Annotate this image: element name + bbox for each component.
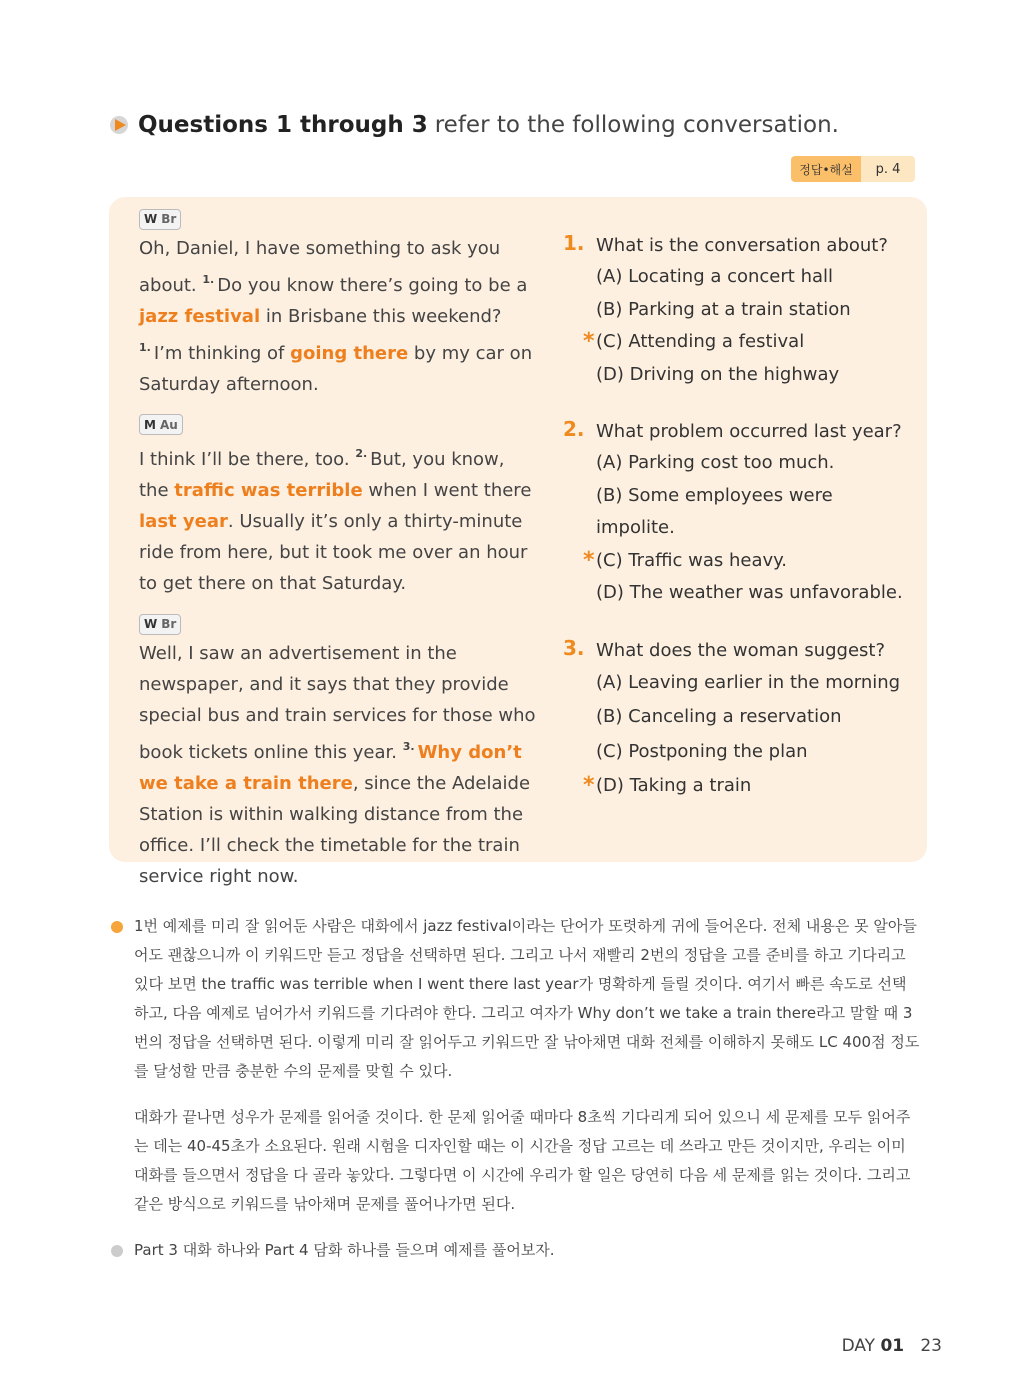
turn-text: Well, I saw an advertisement in the newspaper, and it says that they provide special bus and train services for those who book tickets online this year. $^{3.}$ Why don’t we take a train there, since the Adelaide Station is within walking distance from the office. I’ll check the timetable for the train service right now. (139, 642, 536, 887)
speaker-tag: W Br (139, 614, 181, 635)
bullet-icon (111, 921, 123, 933)
answer-option: (B) Parking at a train station (596, 298, 851, 320)
question-number: 3. (563, 635, 585, 660)
question-2 (563, 417, 913, 610)
speaker-tag: W Br (139, 209, 181, 230)
turn-text: I think I’ll be there, too. $^{2.}$ But, you know, the traffic was terrible when I went there last year. Usually it’s only a thirty-minute ride from here, but it took me over an hour to get there on that Saturday. (139, 447, 532, 594)
section-header (110, 112, 839, 138)
answer-reference-badge (791, 156, 915, 182)
turn-1 (139, 208, 539, 400)
bullet-icon (111, 1245, 123, 1257)
answer-ref-label: 정답•해설 (791, 156, 861, 182)
answer-option: (D) Driving on the highway (596, 363, 840, 385)
question-text: What is the conversation about? (596, 235, 888, 256)
page-number: 23 (920, 1336, 942, 1356)
speaker-tag: M Au (139, 414, 183, 435)
explanation-notes (110, 912, 920, 1282)
question-3 (563, 636, 913, 804)
turn-3 (139, 613, 539, 892)
turn-2 (139, 414, 539, 600)
answer-option: (A) Leaving earlier in the morning (596, 671, 901, 693)
answer-option-correct: * (C) Attending a festival (596, 326, 913, 359)
answer-option: (A) Locating a concert hall (596, 266, 834, 287)
answer-option-correct: * (C) Traffic was heavy. (596, 545, 913, 578)
header-title: Questions 1 through 3 (138, 112, 428, 138)
play-icon (110, 116, 128, 134)
note-paragraph: 1번 예제를 미리 잘 읽어둔 사람은 대화에서 jazz festival이라는 단어가 또렷하게 귀에 들어온다. 전체 내용은 못 알아들어도 괜찮으니까 이 키워드만 듣고 정답을 선택하면 된다. 그리고 나서 재빨리 2번의 정답을 고를 준비를 하고 기다리고 있다 보면 the traffic was terrible when I went there last year가 명확하게 들릴 것이다. 여기서 빠른 속도로 선택하고, 다음 예제로 넘어가서 키워드를 기다려야 한다. 그리고 여자가 Why don’t we take a train there라고 말할 때 3번의 정답을 선택하면 된다. 이렇게 미리 잘 읽어두고 키워드만 잘 낚아채면 대화 전체를 이해하지 못해도 LC 400점 정도를 달성할 만큼 충분한 수의 문제를 맞힐 수 있다. (110, 912, 920, 1086)
question-number: 2. (563, 417, 585, 441)
answer-option: (B) Canceling a reservation (596, 706, 842, 727)
page-footer (842, 1336, 942, 1356)
questions-column (563, 231, 913, 830)
answer-option: (A) Parking cost too much. (596, 452, 835, 473)
question-text: What problem occurred last year? (596, 421, 902, 442)
conversation-transcript (139, 208, 539, 906)
turn-text: Oh, Daniel, I have something to ask you about. $^{1.}$ Do you know there’s going to be a jazz festival in Brisbane this weekend? $^{1.}$ I’m thinking of going there by my car on Saturday afternoon. (139, 237, 533, 395)
answer-option: (D) The weather was unfavorable. (596, 582, 903, 603)
answer-option: (C) Postponing the plan (596, 740, 808, 762)
question-number: 1. (563, 231, 585, 255)
header-subtitle: refer to the following conversation. (434, 112, 839, 138)
day-number: 01 (880, 1336, 905, 1356)
answer-ref-page: p. 4 (861, 156, 915, 182)
note-paragraph: Part 3 대화 하나와 Part 4 담화 하나를 들으며 예제를 풀어보자. (110, 1236, 920, 1265)
day-label: DAY (841, 1336, 876, 1356)
answer-option-correct: * (D) Taking a train (596, 769, 913, 804)
note-paragraph: 대화가 끝나면 성우가 문제를 읽어줄 것이다. 한 문제 읽어줄 때마다 8초씩 기다리게 되어 있으니 세 문제를 모두 읽어주는 데는 40-45초가 소요된다. 원래 시험을 디자인할 때는 이 시간을 정답 고르는 데 쓰라고 만든 것이지만, 우리는 이미 대화를 들으면서 정답을 다 골라 놓았다. 그렇다면 이 시간에 우리가 할 일은 당연히 다음 세 문제를 읽는 것이다. 그리고 같은 방식으로 키워드를 낚아채며 문제를 풀어나가면 된다. (134, 1108, 911, 1213)
question-1 (563, 231, 913, 391)
question-text: What does the woman suggest? (596, 639, 886, 661)
answer-option: (B) Some employees were impolite. (596, 484, 833, 538)
